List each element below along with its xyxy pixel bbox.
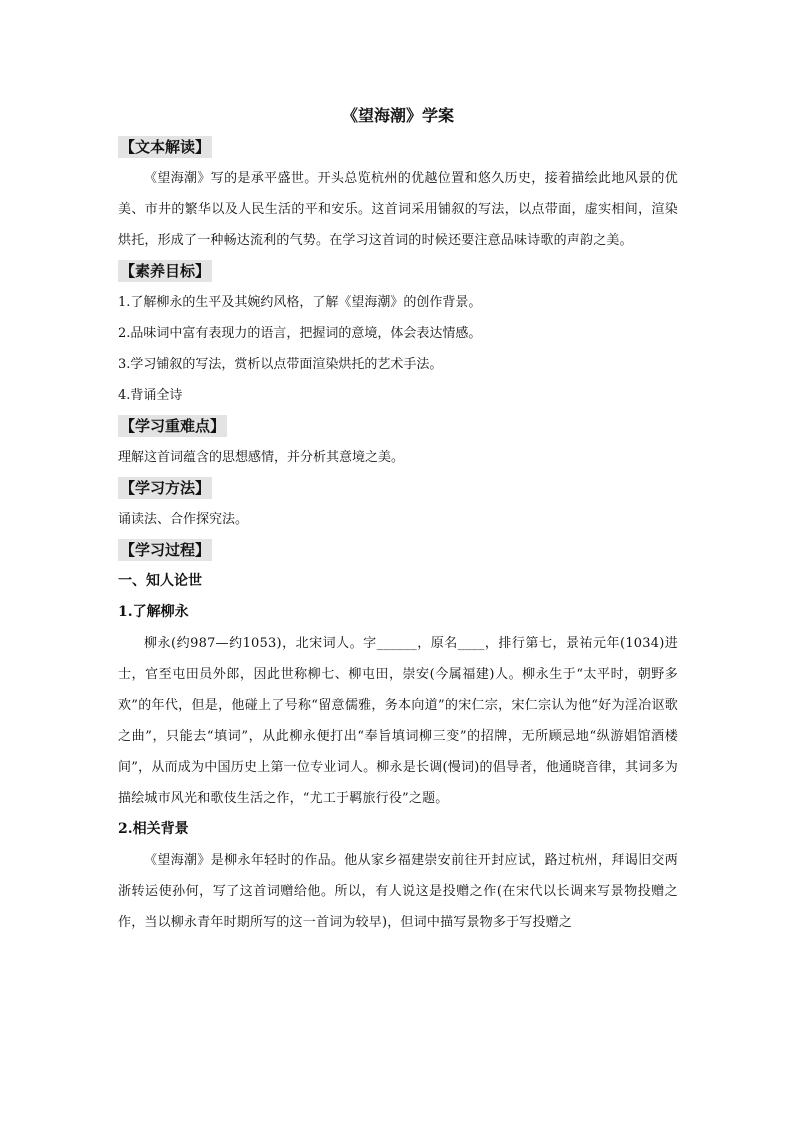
reading-paragraph: 《望海潮》写的是承平盛世。开头总览杭州的优越位置和悠久历史，接着描绘此地风景的优美、市井的繁华以及人民生活的平和安乐。这首词采用铺叙的写法，以点带面，虚实相间，渲染烘托，形成了一种畅达流利的气势。在学习这首词的时候还要注意品味诗歌的声韵之美。	[118, 171, 678, 248]
process-sub-1-paragraph: 柳永(约987—约1053)，北宋词人。字______，原名____，排行第七，景祐元年(1034)进士，官至屯田员外郎，因此世称柳七、柳屯田，崇安(今属福建)人。柳永生于“太平时，朝野多欢”的年代，但是，他碰上了号称“留意儒雅，务本向道”的宋仁宗，宋仁宗认为他“好为淫冶讴歌之曲”，只能去“填词”，从此柳永便打出“奉旨填词柳三变”的招牌，无所顾忌地“纵游娼馆酒楼间”，从而成为中国历史上第一位专业词人。柳永是长调(慢词)的倡导者，他通晓音律，其词多为描绘城市风光和歌伎生活之作，“尤工于羁旅行役”之题。	[118, 636, 678, 806]
goal-item-1: 1.了解柳永的生平及其婉约风格，了解《望海潮》的创作背景。	[118, 295, 482, 310]
goal-item-2: 2.品味词中富有表现力的语言，把握词的意境，体会表达情感。	[118, 326, 482, 341]
section-heading-methods: 【学习方法】	[120, 479, 211, 497]
section-process	[118, 535, 678, 566]
process-sub-2-paragraph: 《望海潮》是柳永年轻时的作品。他从家乡福建崇安前往开封应试，路过杭州，拜谒旧交两浙转运使孙何，写了这首词赠给他。所以，有人说这是投赠之作(在宋代以长调来写景物投赠之作，当以柳永青年时期所写的这一首词为较早)，但词中描写景物多于写投赠之	[118, 853, 678, 930]
document-page	[118, 100, 678, 938]
section-heading-key-points: 【学习重难点】	[120, 417, 226, 435]
goal-item-4: 4.背诵全诗	[118, 388, 183, 403]
process-part-1-heading: 一、知人论世	[118, 573, 202, 589]
process-sub-2-heading: 2.相关背景	[118, 821, 189, 837]
section-heading-process: 【学习过程】	[120, 541, 211, 559]
document-title: 《望海潮》学案	[341, 106, 454, 125]
section-heading-goals: 【素养目标】	[120, 262, 211, 280]
section-key-points	[118, 411, 678, 442]
section-goals	[118, 256, 678, 287]
methods-text: 诵读法、合作探究法。	[118, 512, 249, 527]
section-reading	[118, 132, 678, 163]
section-heading-reading: 【文本解读】	[120, 138, 211, 156]
section-methods	[118, 473, 678, 504]
key-points-text: 理解这首词蕴含的思想感情，并分析其意境之美。	[118, 450, 405, 465]
goal-item-3: 3.学习铺叙的写法，赏析以点带面渲染烘托的艺术手法。	[118, 357, 443, 372]
process-sub-1-heading: 1.了解柳永	[118, 604, 189, 620]
